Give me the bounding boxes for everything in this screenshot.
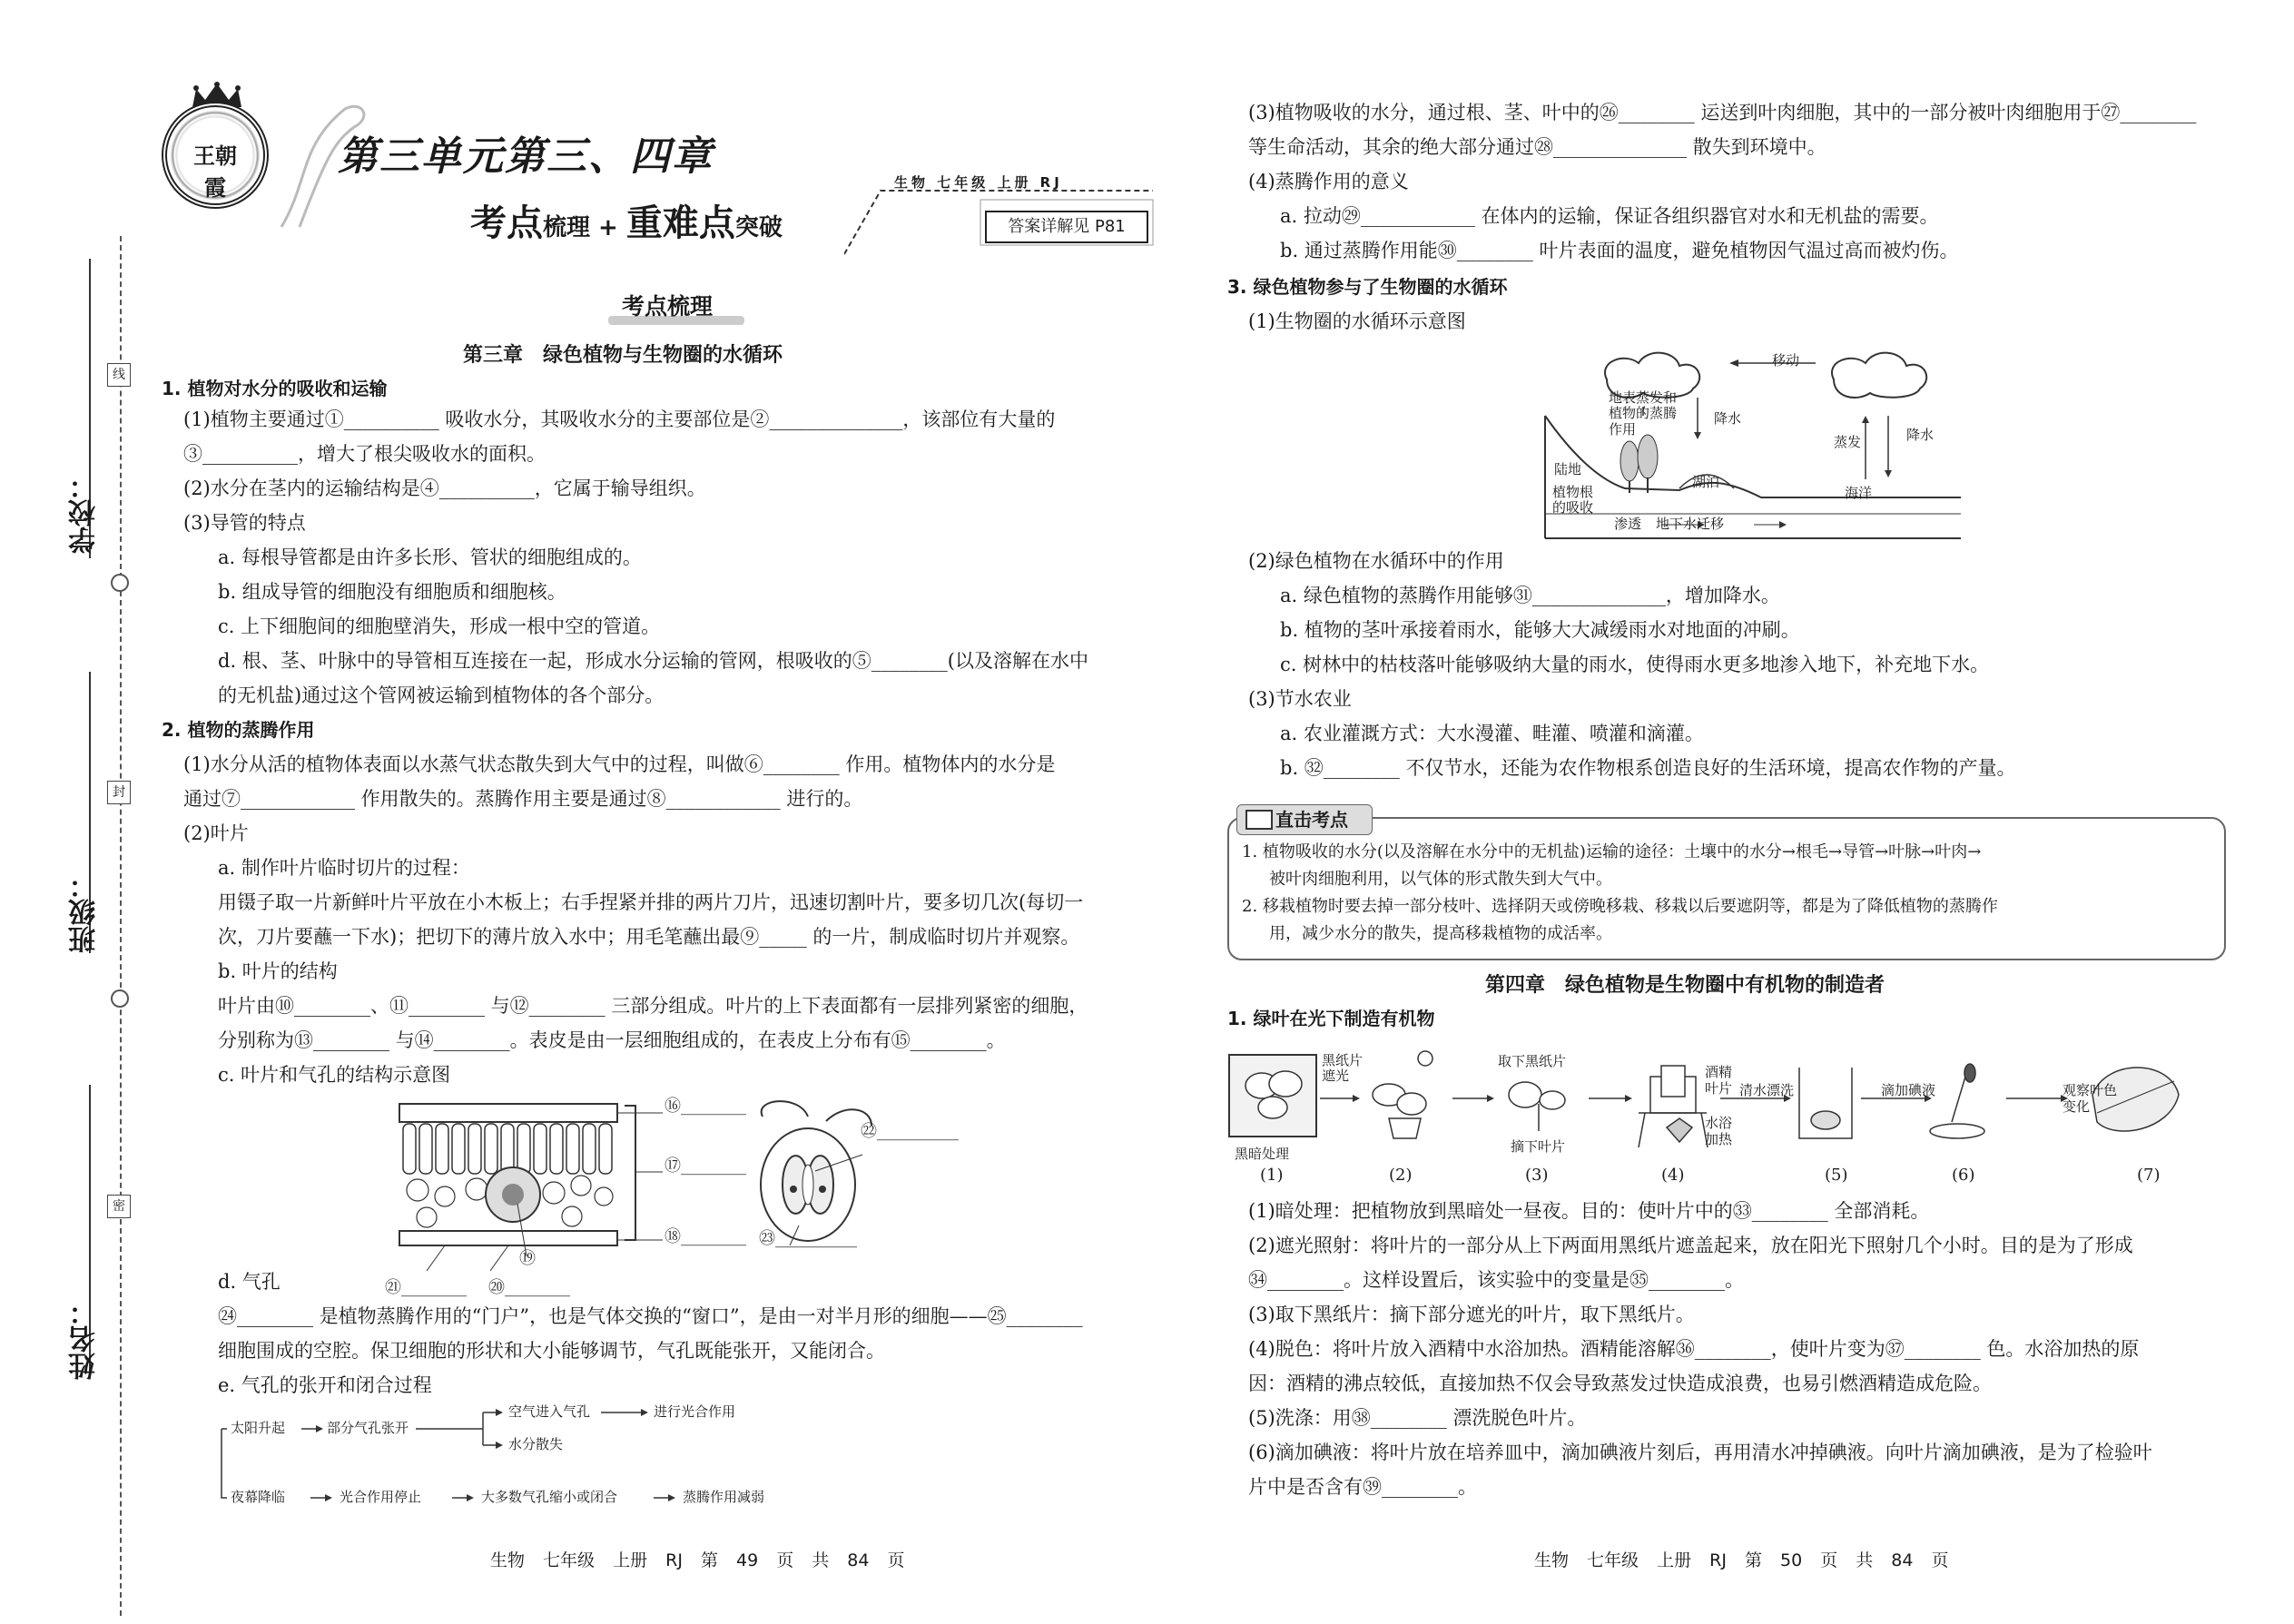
step-remove-cover: 取下黑纸片 [1498,1053,1567,1069]
wc-lake: 湖泊 [1692,474,1720,490]
leaf-label-16: ⑯________ [665,1097,746,1116]
item-heading: 3. 绿色植物参与了生物圈的水循环 [1227,276,1508,298]
seal-mark-mi: 密 [107,1195,131,1218]
flow-air-enters: 空气进入气孔 [508,1403,591,1420]
cut-mark-icon [111,989,129,1008]
text-line: c. 上下细胞间的细胞壁消失，形成一根中空的管道。 [218,615,661,637]
text-line: b. ㉜________ 不仅节水，还能为农作物根系创造良好的生活环境，提高农作物的产量。 [1280,757,2016,779]
step-dark-treatment: 黑暗处理 [1235,1146,1290,1162]
logo-text: 王朝霞 [193,143,237,201]
step-iodine: 滴加碘液 [1881,1082,1936,1098]
step-water-bath: 水浴 [1705,1115,1733,1131]
focus-tab: 直击考点 [1236,804,1373,835]
step-heat: 加热 [1705,1131,1733,1147]
text-line: 分别称为⑬________ 与⑭________。表皮是由一层细胞组成的，在表皮上分布有⑮________。 [218,1029,1006,1051]
step-num: (1) [1260,1166,1284,1185]
text-line: (3)节水农业 [1248,688,1352,710]
wc-ground-flow: 地下水迁移 [1656,516,1725,532]
focus-item: 1. 植物吸收的水分(以及溶解在水分中的无机盐)运输的途径：土壤中的水分→根毛→导管→叶脉→叶肉→ [1242,842,1982,861]
section-title: 考点梳理 [622,293,714,320]
wc-seep: 渗透 [1614,516,1642,532]
text-line: (2)遮光照射：将叶片的一部分从上下两面用黑纸片遮盖起来，放在阳光下照射几个小时。目的是为了形成 [1248,1235,2133,1256]
wc-root-absorb: 植物根的吸收 [1552,484,1594,517]
text-line: (1)植物主要通过①__________ 吸收水分，其吸收水分的主要部位是②______________，该部位有大量的 [183,408,1056,430]
page-title: 第三单元第三、四章 [338,133,714,180]
text-line: (4)脱色：将叶片放入酒精中水浴加热。酒精能溶解㊱________，使叶片变为㊲________ 色。水浴加热的原 [1248,1338,2140,1360]
text-line: a. 农业灌溉方式：大水漫灌、畦灌、喷灌和滴灌。 [1280,723,1704,744]
text-line: 等生命活动，其余的绝大部分通过㉘______________ 散失到环境中。 [1248,136,1826,158]
step-cover: 黑纸片遮光 [1322,1052,1364,1085]
wc-evap: 蒸发 [1834,434,1862,450]
focus-item: 被叶肉细胞利用，以气体的形式散失到大气中。 [1269,870,1612,889]
text-line: 因：酒精的沸点较低，直接加热不仅会导致蒸发过快造成浪费，也易引燃酒精造成危险。 [1248,1373,1992,1394]
focus-item: 2. 移栽植物时要去掉一部分枝叶、选择阴天或傍晚移栽、移栽以后要遮阴等，都是为了降低植物的蒸腾作 [1242,897,1998,916]
leaf-label-19: ⑲ [519,1249,536,1268]
water-cycle-diagram [1543,343,1961,545]
footer-left: 生物 七年级 上册 RJ 第 49 页 共 84 页 [490,1550,905,1570]
flow-photo-stop: 光合作用停止 [340,1489,422,1505]
text-line: (1)暗处理：把植物放到黑暗处一昼夜。目的：使叶片中的㉝________ 全部消耗。 [1248,1200,1930,1222]
flow-stoma-close: 大多数气孔缩小或闭合 [481,1489,618,1505]
text-line: (2)水分在茎内的运输结构是④__________，它属于输导组织。 [183,477,706,499]
school-label: 学校： [69,472,101,554]
binding-line [120,236,122,1616]
text-line: 叶片由⑩________、⑪________ 与⑫________ 三部分组成。叶片的上下表面都有一层排列紧密的细胞， [218,995,1088,1017]
seal-mark-feng: 封 [107,781,131,804]
wc-move: 移动 [1772,352,1800,369]
answer-reference: 答案详解见 P81 [985,211,1148,243]
text-line: (1)水分从活的植物体表面以水蒸气状态散失到大气中的过程，叫做⑥________ 作用。植物体内的水分是 [183,753,1056,775]
grade-tag: 生物 七年级 上册 RJ [894,174,1063,191]
flow-transpiration-down: 蒸腾作用减弱 [683,1489,765,1505]
leaf-label-21: ㉑________ [385,1278,467,1297]
step-rinse: 清水漂洗 [1739,1082,1795,1098]
step-num: (5) [1825,1166,1848,1185]
text-line: d. 气孔 [218,1271,281,1293]
step-num: (3) [1525,1166,1549,1185]
step-leaf: 叶片 [1705,1080,1733,1097]
item-heading: 2. 植物的蒸腾作用 [162,719,315,741]
leaf-label-17: ⑰________ [665,1156,746,1176]
stoma-label-23: ㉓__________ [759,1229,857,1248]
text-line: (3)植物吸收的水分，通过根、茎、叶中的㉖________ 运送到叶肉细胞，其中的一部分被叶肉细胞用于㉗________ [1248,102,2197,123]
text-line: (3)导管的特点 [183,512,306,534]
step-num: (7) [2137,1166,2161,1185]
text-line: d. 根、茎、叶脉中的导管相互连接在一起，形成水分运输的管网，根吸收的⑤________(以及溶解在水中 [218,650,1088,672]
text-line: 次，刀片要蘸一下水)；把切下的薄片放入水中；用毛笔蘸出最⑨_____ 的一片，制成临时切片并观察。 [218,926,1080,948]
text-line: (2)叶片 [183,822,249,844]
text-line: (3)取下黑纸片：摘下部分遮光的叶片，取下黑纸片。 [1248,1304,1695,1325]
text-line: b. 叶片的结构 [218,960,338,982]
step-alcohol: 酒精 [1705,1064,1733,1080]
flow-nightfall: 夜幕降临 [231,1489,286,1505]
leaf-label-18: ⑱________ [665,1227,746,1246]
cut-mark-icon [111,574,129,592]
text-line: c. 叶片和气孔的结构示意图 [218,1064,451,1086]
text-line: 片中是否含有㊴________。 [1248,1476,1477,1498]
text-line: 细胞围成的空腔。保卫细胞的形状和大小能够调节，气孔既能张开，又能闭合。 [218,1340,885,1362]
item-heading: 1. 植物对水分的吸收和运输 [162,378,388,399]
text-line: a. 制作叶片临时切片的过程： [218,857,470,879]
text-line: ㉔________ 是植物蒸腾作用的“门户”，也是气体交换的“窗口”，是由一对半月形的细胞——㉕________ [218,1305,1083,1327]
text-line: b. 通过蒸腾作用能㉚________ 叶片表面的温度，避免植物因气温过高而被灼伤。 [1280,240,1959,261]
flow-partial-open: 部分气孔张开 [327,1420,409,1436]
stoma-label-22: ㉒__________ [861,1122,959,1141]
book-icon [1245,810,1273,830]
text-line: (1)生物圈的水循环示意图 [1248,310,1466,332]
text-line: c. 树林中的枯枝落叶能够吸纳大量的雨水，使得雨水更多地渗入地下，补充地下水。 [1280,654,1990,675]
step-pick-leaf: 摘下叶片 [1511,1138,1566,1155]
wc-rain-land: 降水 [1714,410,1742,427]
seal-mark-xian: 线 [107,363,131,387]
flow-photosynthesis: 进行光合作用 [654,1403,736,1420]
step-num: (4) [1661,1166,1685,1185]
text-line: (2)绿色植物在水循环中的作用 [1248,550,1504,572]
logo [162,102,269,209]
text-line: a. 拉动㉙____________ 在体内的运输，保证各组织器官对水和无机盐的需要。 [1280,205,1939,227]
text-line: a. 绿色植物的蒸腾作用能够㉛______________，增加降水。 [1280,585,1780,606]
text-line: 通过⑦____________ 作用散失的。蒸腾作用主要是通过⑧____________ 进行的。 [183,788,863,810]
step-num: (2) [1389,1166,1413,1185]
wc-land: 陆地 [1554,461,1582,477]
step-num: (6) [1952,1166,1975,1185]
text-line: (6)滴加碘液：将叶片放在培养皿中，滴加碘液片刻后，再用清水冲掉碘液。向叶片滴加碘液，是为了检验叶 [1248,1442,2152,1463]
text-line: a. 每根导管都是由许多长形、管状的细胞组成的。 [218,546,642,568]
footer-right: 生物 七年级 上册 RJ 第 50 页 共 84 页 [1534,1550,1949,1570]
wc-rain-sea: 降水 [1906,427,1935,443]
class-label: 班级： [69,871,101,953]
text-line: e. 气孔的张开和闭合过程 [218,1374,432,1396]
flow-water-loss: 水分散失 [508,1436,564,1452]
text-line: b. 组成导管的细胞没有细胞质和细胞核。 [218,581,566,603]
wc-land-evap: 地表蒸发和植物的蒸腾作用 [1609,389,1678,438]
text-line: (5)洗涤：用㊳________ 漂洗脱色叶片。 [1248,1407,1587,1429]
text-line: b. 植物的茎叶承接着雨水，能够大大减缓雨水对地面的冲刷。 [1280,619,1800,641]
focus-item: 用，减少水分的散失，提高移栽植物的成活率。 [1269,924,1612,943]
wc-ocean: 海洋 [1845,485,1873,501]
leaf-cross-section-diagram [390,1095,753,1276]
name-label: 姓名： [69,1298,101,1380]
item-heading: 1. 绿叶在光下制造有机物 [1227,1008,1435,1029]
text-line: ㉞________。这样设置后，该实验中的变量是㉟________。 [1248,1269,1744,1291]
leaf-label-20: ⑳________ [488,1278,570,1297]
chapter3-title: 第三章 绿色植物与生物圈的水循环 [463,344,783,367]
chapter4-title: 第四章 绿色植物是生物圈中有机物的制造者 [1485,974,1885,997]
text-line: 用镊子取一片新鲜叶片平放在小木板上；右手捏紧并排的两片刀片，迅速切割叶片，要多切几次(每切一 [218,891,1084,913]
text-line: (4)蒸腾作用的意义 [1248,171,1409,192]
flow-sunrise: 太阳升起 [231,1420,286,1436]
page-subtitle: 考点梳理 + 重难点突破 [470,202,783,244]
text-line: ③__________，增大了根尖吸收水的面积。 [183,443,546,465]
step-observe: 观察叶色变化 [2063,1082,2118,1115]
text-line: 的无机盐)通过这个管网被运输到植物体的各个部分。 [218,684,665,706]
